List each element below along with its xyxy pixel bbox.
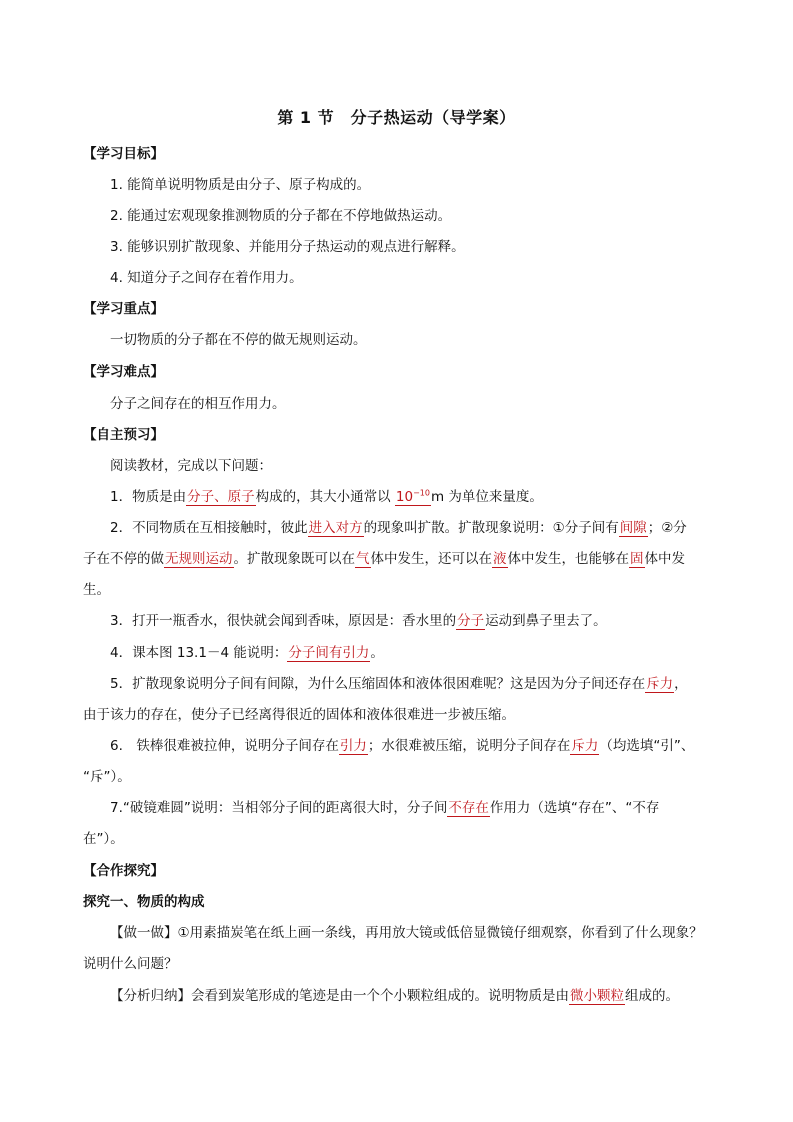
q6-text-c: （均选填“引”、 (599, 738, 695, 754)
q2-text-a: 2．不同物质在互相接触时，彼此 (110, 520, 308, 536)
q1-text-a: 1．物质是由 (110, 489, 187, 505)
q2-text-d: 子在不停的做 (83, 551, 164, 567)
q2-text-g: 体中发生，也能够在 (507, 551, 629, 567)
q2-text-e: 。扩散现象既可以在 (233, 551, 355, 567)
q7-text-b: 作用力（选填“存在”、“不存 (489, 800, 660, 816)
q4-text-b: 。 (370, 645, 384, 661)
q2-text-b: 的现象叫扩散。扩散现象说明：①分子间有 (363, 520, 619, 536)
preview-question-1 (110, 487, 543, 507)
preview-question-2-line-2 (83, 549, 685, 569)
section-goals-heading: 【学习目标】 (83, 146, 164, 162)
preview-question-6-line-2: “斥”）。 (83, 769, 131, 785)
q1-answer-2 (395, 489, 431, 506)
q4-text-a: 4．课本图 13.1－4 能说明： (110, 645, 288, 661)
q2-answer-2: 间隙 (619, 520, 647, 536)
preview-question-7-line-2: 在”）。 (83, 831, 124, 847)
q6-answer-1: 引力 (339, 738, 367, 754)
q1-answer-2-base: 10 (395, 489, 414, 505)
q2-answer-1: 进入对方 (308, 520, 363, 536)
preview-question-3 (110, 611, 607, 631)
q3-text-b: 运动到鼻子里去了。 (485, 613, 607, 629)
key-point-text: 一切物质的分子都在不停的做无规则运动。 (110, 332, 367, 348)
q6-answer-2: 斥力 (571, 738, 599, 754)
q5-text-a: 5．扩散现象说明分子间有间隙，为什么压缩固体和液体很困难呢？这是因为分子间还存在 (110, 676, 646, 692)
q6-text-b: ；水很难被压缩，说明分子间存在 (367, 738, 571, 754)
section-coop-heading: 【合作探究】 (83, 863, 164, 879)
doit-line-1: 【做一做】①用素描炭笔在纸上画一条线，再用放大镜或低倍显微镜仔细观察，你看到了什么现象？ (110, 925, 703, 941)
preview-question-6-line-1 (110, 736, 694, 756)
q2-text-c: ；②分 (647, 520, 687, 536)
q7-text-a: 7.“破镜难圆”说明：当相邻分子间的距离很大时，分子间 (110, 800, 448, 816)
explore-1-heading: 探究一、物质的构成 (83, 894, 205, 910)
section-difficulty-heading: 【学习难点】 (83, 364, 164, 380)
preview-question-7-line-1 (110, 798, 659, 818)
q1-text-b: 构成的，其大小通常以 (255, 489, 395, 505)
preview-question-2-line-3: 生。 (83, 582, 110, 598)
preview-question-4 (110, 643, 384, 663)
section-key-heading: 【学习重点】 (83, 301, 164, 317)
preview-question-5-line-2: 由于该力的存在，使分子已经离得很近的固体和液体很难进一步被压缩。 (83, 707, 515, 723)
page-title: 第 1 节 分子热运动（导学案） (277, 108, 516, 127)
difficulty-text: 分子之间存在的相互作用力。 (110, 396, 286, 412)
preview-question-5-line-1 (110, 674, 688, 694)
q2-answer-6: 固 (630, 551, 644, 567)
q5-answer: 斥力 (646, 676, 674, 692)
q2-text-f: 体中发生，还可以在 (370, 551, 492, 567)
q1-text-c: m 为单位来量度。 (430, 489, 543, 505)
analysis-text-a: 【分析归纳】会看到炭笔形成的笔迹是由一个个小颗粒组成的。说明物质是由 (110, 988, 569, 1004)
q2-answer-3: 无规则运动 (165, 551, 233, 567)
q7-answer: 不存在 (448, 800, 489, 816)
goal-item-1: 1. 能简单说明物质是由分子、原子构成的。 (110, 177, 371, 193)
q2-answer-4: 气 (356, 551, 370, 567)
goal-item-3: 3. 能够识别扩散现象、并能用分子热运动的观点进行解释。 (110, 239, 465, 255)
section-preview-heading: 【自主预习】 (83, 427, 164, 443)
q2-answer-5: 液 (493, 551, 507, 567)
q5-text-b: ， (674, 676, 688, 692)
q2-text-h: 体中发 (644, 551, 685, 567)
q3-text-a: 3．打开一瓶香水，很快就会闻到香味，原因是：香水里的 (110, 613, 457, 629)
doit-line-2: 说明什么问题？ (83, 956, 178, 972)
q4-answer: 分子间有引力 (288, 645, 370, 661)
q1-answer-2-exponent: −10 (413, 488, 430, 498)
goal-item-4: 4. 知道分子之间存在着作用力。 (110, 270, 303, 286)
q6-text-a: 6. 铁棒很难被拉伸，说明分子间存在 (110, 738, 339, 754)
analysis-text-b: 组成的。 (625, 988, 679, 1004)
analysis-answer: 微小颗粒 (570, 988, 624, 1004)
preview-question-2-line-1 (110, 518, 687, 538)
q3-answer: 分子 (457, 613, 485, 629)
goal-item-2: 2. 能通过宏观现象推测物质的分子都在不停地做热运动。 (110, 208, 452, 224)
q1-answer-1: 分子、原子 (187, 489, 255, 505)
analysis-line (110, 986, 679, 1006)
preview-intro: 阅读教材，完成以下问题： (110, 458, 272, 474)
